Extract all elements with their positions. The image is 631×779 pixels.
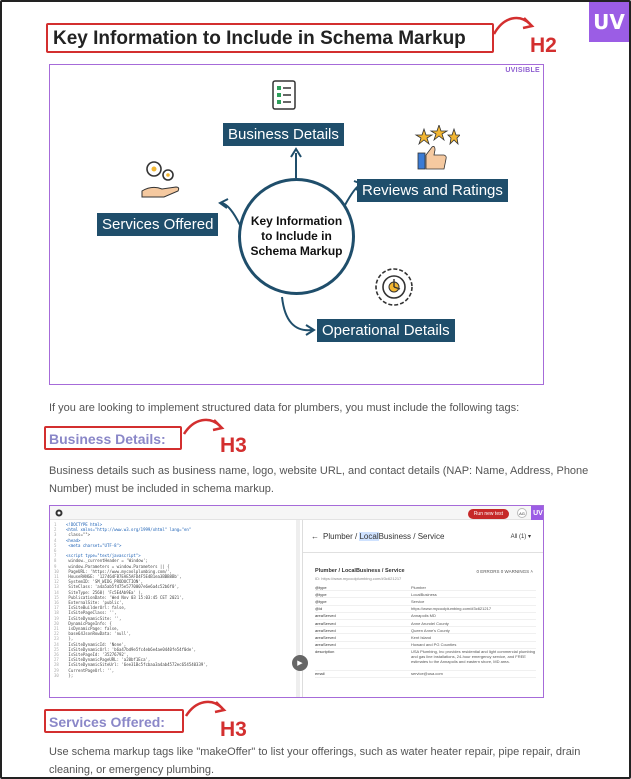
hand-gears-icon	[138, 157, 182, 199]
property-row: @type LocalBusiness	[315, 591, 536, 598]
property-row: areaServed Queen Anne's County	[315, 627, 536, 634]
code-line: 26 IsSitePageId: '35276792',	[54, 652, 129, 658]
property-row: areaServed Annapolis MD	[315, 613, 536, 620]
label-reviews-ratings: Reviews and Ratings	[357, 179, 508, 202]
run-new-test-button[interactable]: Run new test	[468, 509, 509, 519]
code-line: 19 IsSiteDynamicSite: '',	[54, 615, 122, 621]
property-row: areaServed Howard and PG Counties	[315, 642, 536, 649]
code-line: 29 CurrentPageUrl: '',	[54, 667, 115, 673]
label-business-details: Business Details	[223, 123, 344, 146]
center-circle: Key Information to Include in Schema Markup	[238, 178, 355, 295]
property-row: @id https://www.mycoolplumbing.com/#3c621217	[315, 606, 536, 613]
code-line: 11 HouseRANGE: '127464FB7EAE5AFD4F5E4B1ea3BBB8Bb',	[54, 574, 182, 580]
code-line: 9 window.Parameters = window.Parameters || {	[54, 563, 170, 569]
property-row: areaServed Anne Arundel County	[315, 620, 536, 627]
thumbs-up-stars-icon	[414, 125, 460, 173]
code-line: 28 IsSiteDynamicSiteUrl: '6ee31Bc5fcbaa3a4ab4572ec654540339',	[54, 662, 209, 668]
property-row: description USA Plumbing, Inc provides residential and light commercial plumbing and gas line installations, 24-hour emergency service, and FREE estimates to the Annapolis and eastern shore, MD area.	[315, 649, 536, 671]
code-line: 3 class="">	[54, 532, 91, 538]
code-pane	[50, 520, 298, 698]
intro-paragraph: If you are looking to implement structured data for plumbers, you must include the following tags:	[49, 402, 520, 414]
error-warning-count: 0 ERRORS 0 WARNINGS ˄	[476, 569, 533, 574]
code-line: 24 IsSiteDynamicId: 'None',	[54, 641, 127, 647]
property-row: email service@usa.com	[315, 671, 536, 678]
property-row: @type Plumber	[315, 584, 536, 591]
code-line: 4 <head>	[54, 537, 81, 543]
code-line: 15 PublicationDate: 'Wed Nov 03 15:03:45 CET 2021',	[54, 594, 185, 600]
code-line: 27 IsSiteDynamicPageURL: 'a20bf1Eca',	[54, 657, 151, 663]
all-dropdown[interactable]: All (1) ▾	[510, 534, 531, 540]
result-breadcrumb: Plumber / LocalBusiness / Service	[323, 532, 445, 541]
h2-tag: H2	[530, 34, 557, 57]
uv-logo-small: UV	[531, 506, 544, 520]
code-line: 8 window._currentHeader = 'Window';	[54, 558, 148, 564]
code-scrollbar[interactable]	[296, 520, 300, 698]
result-section-title[interactable]: Plumber / LocalBusiness / Service	[315, 568, 405, 574]
services-offered-paragraph: Use schema markup tags like "makeOffer" to list your offerings, such as water heater repair, pipe repair, drain cleaning, or emergency plumbing.	[49, 746, 581, 776]
code-line: 20 DynamicPageInfo: {	[54, 620, 112, 626]
gear-clock-icon	[372, 265, 416, 309]
h3-tag-business: H3	[220, 434, 247, 457]
code-line: 30 };	[54, 672, 74, 678]
property-row: areaServed Kent Island	[315, 634, 536, 641]
code-line: 10 PageURL: 'https://www.mycoolplumbing.com/',	[54, 568, 172, 574]
infographic-image	[49, 64, 544, 385]
code-line: 16 ExternalSite: 'public',	[54, 600, 124, 606]
code-line: 13 SiteClass: 'a4a5ab5fd75e5770007e6e6a4c52b6f0',	[54, 584, 180, 590]
h2-heading: Key Information to Include in Schema Markup	[46, 23, 494, 53]
uv-logo[interactable]: UV	[589, 2, 629, 42]
label-services-offered: Services Offered	[97, 213, 218, 236]
h3-services-offered: Services Offered:	[44, 709, 184, 733]
property-row: @type Service	[315, 598, 536, 605]
h3-business-details: Business Details:	[44, 426, 182, 450]
business-details-paragraph: Business details such as business name, logo, website URL, and contact details (NAP: Name, Address, Phone Number) must be included in schema markup.	[49, 465, 589, 495]
label-operational-details: Operational Details	[317, 319, 455, 342]
result-id: ID: https://www.mycoolplumbing.com/#3c621217	[315, 576, 402, 581]
code-line: 22 base64JsonRowData: 'null',	[54, 631, 132, 637]
code-line: 17 IsSiteBuilderUrl: false,	[54, 605, 127, 611]
code-line: 25 IsSiteDynamicUrl: 'b6a47bd9e5fc4eb6e4ae0440fe54f0de',	[54, 646, 197, 652]
code-line: 6	[54, 548, 57, 554]
code-line: 1 <!DOCTYPE html>	[54, 522, 103, 527]
results-pane	[302, 520, 544, 698]
property-table	[315, 584, 536, 678]
code-line: 23 },	[54, 636, 74, 642]
tool-logo-icon	[55, 509, 63, 517]
code-line: 18 IsSitePageClass: '',	[54, 610, 117, 616]
back-arrow-icon[interactable]: ←	[311, 532, 319, 541]
code-line: 2 <html xmlns="http://www.w3.org/1999/xhtml" lang="en"	[54, 527, 192, 533]
divider	[303, 552, 544, 553]
tool-topbar	[50, 506, 544, 520]
play-icon[interactable]: ▶	[292, 655, 308, 671]
code-line: 14 SiteType: 2560( 'Fc5E4Ab9Ea' ),	[54, 589, 144, 595]
schema-test-screenshot	[49, 505, 544, 698]
code-line: 21 isDynamicPage: false,	[54, 626, 119, 632]
code-line: 7 <script type="text/javascript">	[54, 553, 141, 559]
checklist-icon	[270, 79, 298, 111]
h3-tag-services: H3	[220, 718, 247, 741]
infographic-brand: UVISIBLE	[505, 67, 540, 74]
avatar[interactable]: AG	[517, 508, 527, 518]
code-line: 5 <meta charset="UTF-8">	[54, 542, 122, 548]
code-line: 12 SystemID: 'SM_WIDG_PRODUCTION',	[54, 579, 144, 585]
